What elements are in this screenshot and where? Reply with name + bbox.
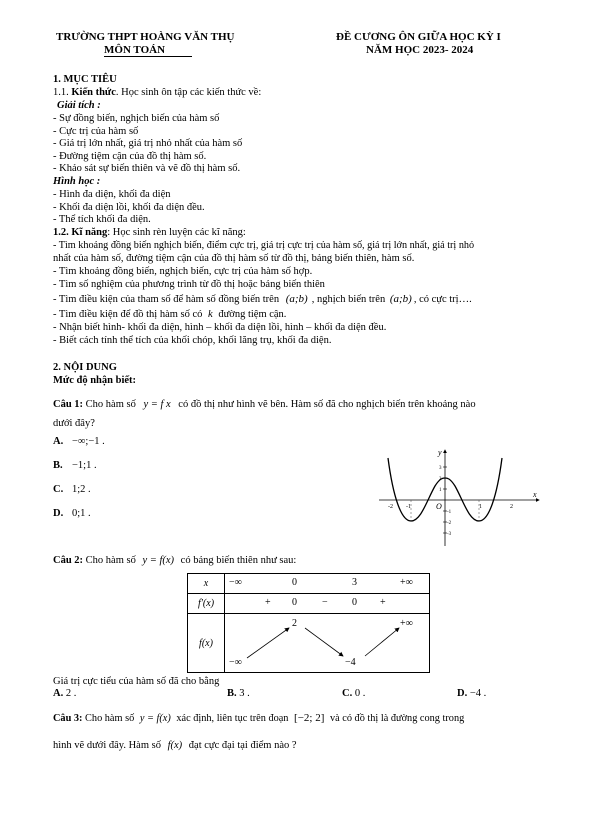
skill-item <box>53 309 286 320</box>
knowledge-number: 1.1. <box>53 87 72 98</box>
knowledge-label: Kiến thức <box>71 87 116 98</box>
option-letter: A. <box>53 688 64 699</box>
school-year: NĂM HỌC 2023- 2024 <box>366 44 474 56</box>
knowledge-line <box>53 87 261 98</box>
difficulty-level: Mức độ nhận biết: <box>53 375 137 386</box>
option-letter: B. <box>227 688 237 699</box>
derivative-signs-cell <box>225 594 430 614</box>
x-value: 3 <box>352 577 357 588</box>
skills-line <box>53 227 246 238</box>
x-tick-label: 2 <box>510 504 513 510</box>
increasing-arrow <box>365 628 399 656</box>
f-value: 2 <box>292 618 297 630</box>
list-item: - Cực trị của hàm số <box>53 125 139 137</box>
function-graph <box>375 446 545 548</box>
geometry-heading: Hình học : <box>53 176 101 187</box>
table-header-derivative: f′(x) <box>188 594 225 614</box>
question-2-prompt: Giá trị cực tiểu của hàm số đã cho bằng <box>53 676 220 687</box>
f-value: −4 <box>345 657 356 669</box>
option-value: −4 . <box>469 688 487 699</box>
f-value: −∞ <box>229 657 242 669</box>
skill-item: - Nhận biết hình- khối đa diện, hình – khối đa diện lồi, hình – khối đa diện đều. <box>53 322 387 333</box>
question-label: Câu 2: <box>53 555 84 566</box>
origin-label: O <box>436 502 442 511</box>
table-row <box>188 614 430 673</box>
math-function: y = f(x) <box>139 713 171 724</box>
x-tick-label: -2 <box>388 504 393 510</box>
table-row <box>188 574 430 594</box>
option-value: 3 . <box>239 688 250 699</box>
question-label: Câu 3: <box>53 713 83 724</box>
option-value: 0 . <box>354 688 366 699</box>
function-variation-cell <box>225 614 430 673</box>
sign: 0 <box>352 597 357 609</box>
answer-option <box>53 484 91 495</box>
x-value: −∞ <box>229 577 242 588</box>
table-row <box>188 594 430 614</box>
y-tick-label: -3 <box>447 532 452 537</box>
question-text: đạt cực đại tại điểm nào ? <box>188 740 297 751</box>
list-item: - Đường tiệm cận của đồ thị hàm số. <box>53 150 207 162</box>
y-tick-label: 3 <box>439 466 442 471</box>
skills-label: 1.2. Kĩ năng <box>53 227 108 238</box>
y-tick-label: 1 <box>439 488 442 493</box>
skill-item: - Tìm khoảng đồng biến, nghịch biến, cực trị của hàm số hợp. <box>53 266 313 277</box>
option-letter: B. <box>53 460 63 471</box>
question-text: có bảng biến thiên như sau: <box>180 555 297 566</box>
skill-item: - Tìm số nghiệm của phương trình từ đồ thị hoặc bảng biến thiên <box>53 279 325 290</box>
variation-table <box>187 573 430 673</box>
question-1-stem-continued: dưới đây? <box>53 418 95 429</box>
question-text: có đồ thị như hình vẽ bên. Hàm số đã cho nghịch biến trên khoảng nào <box>178 399 476 410</box>
option-letter: D. <box>53 508 64 519</box>
math-function: y = f(x) <box>142 555 175 566</box>
x-tick-label: 1 <box>479 504 482 510</box>
option-letter: A. <box>53 436 64 447</box>
sign: 0 <box>292 597 297 609</box>
x-values-cell <box>225 574 430 594</box>
y-tick-label: 2 <box>439 477 442 482</box>
subject-name: MÔN TOÁN <box>104 44 192 57</box>
section-heading: 1. MỤC TIÊU <box>53 74 117 85</box>
skill-text: , nghịch biến trên <box>311 294 386 305</box>
knowledge-text: . Học sinh ôn tập các kiến thức về: <box>115 87 262 98</box>
skill-text: - Tìm điều kiện để đồ thị hàm số có <box>53 309 203 320</box>
x-tick-label: -1 <box>406 504 411 510</box>
question-text: xác định, liên tục trên đoạn <box>176 713 289 724</box>
y-tick-label: -2 <box>447 521 452 526</box>
question-2-stem <box>53 555 296 566</box>
question-3-stem-continued <box>53 740 297 751</box>
option-letter: C. <box>53 484 64 495</box>
list-item: - Khảo sát sự biến thiên và vẽ đồ thị hàm số. <box>53 163 241 175</box>
table-header-function: f(x) <box>188 614 225 673</box>
calculus-heading: Giải tích : <box>57 100 101 111</box>
question-text: Cho hàm số <box>85 399 136 410</box>
answer-option <box>53 436 105 447</box>
option-value: −∞;−1 . <box>72 436 105 447</box>
skills-text: : Học sinh rèn luyện các kĩ năng: <box>107 227 246 238</box>
sign: − <box>322 597 328 609</box>
sign: + <box>380 597 386 609</box>
answer-option <box>227 688 250 699</box>
x-value: 0 <box>292 577 297 588</box>
question-text: Cho hàm số <box>85 555 136 566</box>
skill-item <box>53 293 472 305</box>
math-interval: (a;b) <box>285 293 308 305</box>
answer-option <box>53 460 97 471</box>
x-axis-label: x <box>533 490 537 499</box>
answer-option <box>457 688 486 699</box>
question-3-stem <box>53 712 464 724</box>
option-value: −1;1 . <box>72 460 97 471</box>
option-value: 0;1 . <box>72 508 91 519</box>
variation-arrows <box>225 614 431 672</box>
math-function: f(x) <box>167 740 183 751</box>
skill-item: - Tìm khoảng đồng biến nghịch biến, điểm cực trị, giá trị cực trị của hàm số, giá trị lớn nhất, giá trị nhỏ <box>53 240 475 251</box>
question-1-stem <box>53 399 476 410</box>
question-text: và có đồ thị là đường cong trong <box>329 713 465 724</box>
skill-text: , có cực trị…. <box>413 294 472 305</box>
list-item: - Khối đa diện lồi, khối đa diện đều. <box>53 201 205 213</box>
math-variable: k <box>208 309 213 320</box>
list-item: - Thể tích khối đa diện. <box>53 214 151 226</box>
f-value: +∞ <box>400 618 413 630</box>
answer-option <box>342 688 365 699</box>
skill-text: đường tiệm cận. <box>218 309 287 320</box>
geometry-list <box>53 189 205 227</box>
math-function: y = f x <box>143 399 171 410</box>
question-text: hình vẽ dưới đây. Hàm số <box>53 740 161 751</box>
skill-text: - Tìm điều kiện của tham số để hàm số đồng biến trên <box>53 294 280 305</box>
section-heading: 2. NỘI DUNG <box>53 362 117 373</box>
decreasing-arrow <box>305 628 343 656</box>
list-item: - Giá trị lớn nhất, giá trị nhỏ nhất của hàm số <box>53 138 243 150</box>
question-text: Cho hàm số <box>85 713 135 724</box>
math-interval: (a;b) <box>389 293 412 305</box>
option-value: 1;2 . <box>72 484 91 495</box>
option-letter: C. <box>342 688 353 699</box>
x-value: +∞ <box>400 577 413 588</box>
option-value: 2 . <box>65 688 77 699</box>
document-title: ĐỀ CƯƠNG ÔN GIỮA HỌC KỲ I <box>336 31 501 43</box>
skill-item: - Biết cách tính thể tích của khối chóp, khối lăng trụ, khối đa diện. <box>53 335 332 346</box>
answer-option <box>53 688 76 699</box>
table-header-x: x <box>188 574 225 594</box>
list-item: - Sự đồng biến, nghịch biến của hàm số <box>53 113 220 124</box>
question-label: Câu 1: <box>53 399 84 410</box>
calculus-list <box>53 113 242 176</box>
sign: + <box>265 597 271 609</box>
skill-item-continued: nhất của hàm số, đường tiệm cận của đồ thị hàm số từ đồ thị, bảng biến thiên, hàm số. <box>53 253 415 264</box>
option-letter: D. <box>457 688 468 699</box>
y-tick-label: -1 <box>447 510 452 515</box>
list-item: - Hình đa diện, khối đa diện <box>53 189 171 200</box>
school-name: TRƯỜNG THPT HOÀNG VĂN THỤ <box>56 31 235 43</box>
y-axis-label: y <box>438 448 442 457</box>
increasing-arrow <box>247 628 289 658</box>
math-interval: [−2; 2] <box>294 712 325 724</box>
answer-option <box>53 508 91 519</box>
